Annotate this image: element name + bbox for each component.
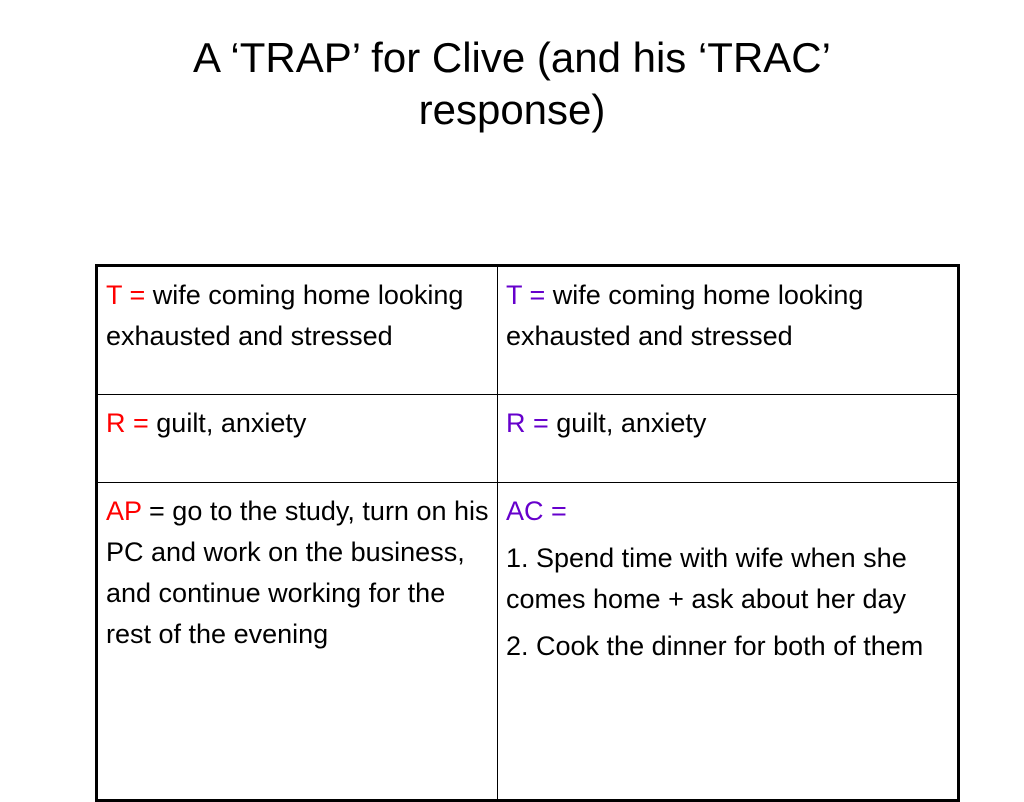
trap-response-text: guilt, anxiety	[148, 408, 307, 438]
slide-title-line-2: response)	[418, 86, 606, 133]
trap-avoidance-text: = go to the study, turn on his PC and work on the business, and continue working for the rest of the evening	[106, 496, 489, 649]
trac-response-cell	[498, 395, 959, 483]
trap-response-key: R =	[106, 408, 149, 438]
trap-trac-table	[95, 264, 960, 802]
slide-title	[60, 32, 964, 136]
trac-trigger-cell	[498, 266, 959, 395]
trac-coping-cell	[498, 483, 959, 801]
trap-response-cell	[97, 395, 498, 483]
trap-trigger-text: wife coming home looking exhausted and stressed	[106, 280, 464, 351]
trac-coping-key: AC =	[506, 496, 567, 526]
trac-response-text: guilt, anxiety	[548, 408, 707, 438]
trac-coping-item-2: 2. Cook the dinner for both of them	[506, 631, 924, 661]
trac-trigger-text: wife coming home looking exhausted and stressed	[506, 280, 864, 351]
trac-coping-item-1: 1. Spend time with wife when she comes home + ask about her day	[506, 543, 907, 614]
trap-avoidance-cell	[97, 483, 498, 801]
trap-avoidance-key: AP	[106, 496, 142, 526]
trap-trigger-cell	[97, 266, 498, 395]
table-row-response	[97, 395, 959, 483]
slide-title-line-1: A ‘TRAP’ for Clive (and his ‘TRAC’	[193, 34, 831, 81]
table-row-trigger	[97, 266, 959, 395]
trac-response-key: R =	[506, 408, 549, 438]
trap-trigger-key: T =	[106, 280, 146, 310]
table-row-avoidance-coping	[97, 483, 959, 801]
trac-trigger-key: T =	[506, 280, 546, 310]
